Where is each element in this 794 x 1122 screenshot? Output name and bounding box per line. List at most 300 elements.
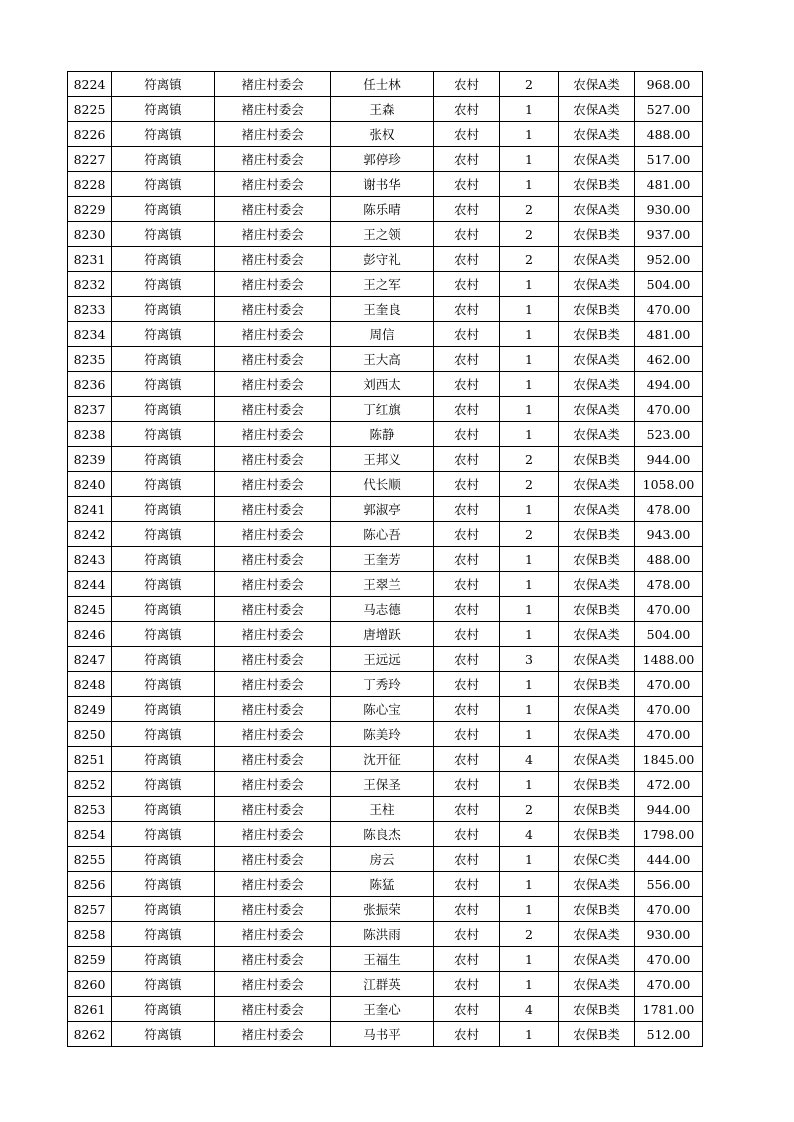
household-count-cell: 1 [500, 322, 559, 347]
amount-cell: 517.00 [635, 147, 703, 172]
town-cell: 符离镇 [112, 472, 215, 497]
table-row [68, 72, 703, 97]
village-committee-cell: 褚庄村委会 [215, 622, 331, 647]
household-count-cell: 2 [500, 797, 559, 822]
area-type-cell: 农村 [434, 547, 500, 572]
table-row [68, 922, 703, 947]
record-id-cell: 8257 [68, 897, 112, 922]
town-cell: 符离镇 [112, 997, 215, 1022]
table-row [68, 697, 703, 722]
household-count-cell: 1 [500, 597, 559, 622]
amount-cell: 444.00 [635, 847, 703, 872]
town-cell: 符离镇 [112, 1022, 215, 1047]
area-type-cell: 农村 [434, 872, 500, 897]
name-cell: 代长顺 [331, 472, 434, 497]
area-type-cell: 农村 [434, 672, 500, 697]
name-cell: 陈乐晴 [331, 197, 434, 222]
insurance-category-cell: 农保B类 [559, 322, 635, 347]
village-committee-cell: 褚庄村委会 [215, 722, 331, 747]
table-row [68, 497, 703, 522]
household-count-cell: 3 [500, 647, 559, 672]
table-row [68, 797, 703, 822]
table-row [68, 847, 703, 872]
table-row [68, 397, 703, 422]
town-cell: 符离镇 [112, 972, 215, 997]
household-count-cell: 1 [500, 847, 559, 872]
area-type-cell: 农村 [434, 997, 500, 1022]
household-count-cell: 1 [500, 1022, 559, 1047]
area-type-cell: 农村 [434, 897, 500, 922]
insurance-category-cell: 农保A类 [559, 372, 635, 397]
name-cell: 张权 [331, 122, 434, 147]
insurance-category-cell: 农保B类 [559, 547, 635, 572]
area-type-cell: 农村 [434, 222, 500, 247]
insurance-category-cell: 农保B类 [559, 297, 635, 322]
town-cell: 符离镇 [112, 222, 215, 247]
household-count-cell: 1 [500, 372, 559, 397]
record-id-cell: 8238 [68, 422, 112, 447]
table-row [68, 447, 703, 472]
town-cell: 符离镇 [112, 672, 215, 697]
town-cell: 符离镇 [112, 747, 215, 772]
town-cell: 符离镇 [112, 197, 215, 222]
area-type-cell: 农村 [434, 722, 500, 747]
amount-cell: 1798.00 [635, 822, 703, 847]
amount-cell: 470.00 [635, 722, 703, 747]
table-row [68, 672, 703, 697]
amount-cell: 1488.00 [635, 647, 703, 672]
town-cell: 符离镇 [112, 797, 215, 822]
insurance-category-cell: 农保A类 [559, 722, 635, 747]
record-id-cell: 8236 [68, 372, 112, 397]
village-committee-cell: 褚庄村委会 [215, 547, 331, 572]
area-type-cell: 农村 [434, 197, 500, 222]
table-row [68, 197, 703, 222]
record-id-cell: 8245 [68, 597, 112, 622]
benefit-records-table [67, 71, 703, 1047]
record-id-cell: 8258 [68, 922, 112, 947]
insurance-category-cell: 农保A类 [559, 397, 635, 422]
village-committee-cell: 褚庄村委会 [215, 822, 331, 847]
household-count-cell: 1 [500, 697, 559, 722]
household-count-cell: 1 [500, 497, 559, 522]
insurance-category-cell: 农保B类 [559, 597, 635, 622]
amount-cell: 1058.00 [635, 472, 703, 497]
amount-cell: 943.00 [635, 522, 703, 547]
village-committee-cell: 褚庄村委会 [215, 572, 331, 597]
insurance-category-cell: 农保A类 [559, 972, 635, 997]
table-row [68, 472, 703, 497]
town-cell: 符离镇 [112, 347, 215, 372]
record-id-cell: 8229 [68, 197, 112, 222]
village-committee-cell: 褚庄村委会 [215, 147, 331, 172]
household-count-cell: 2 [500, 247, 559, 272]
village-committee-cell: 褚庄村委会 [215, 672, 331, 697]
name-cell: 陈美玲 [331, 722, 434, 747]
table-row [68, 272, 703, 297]
village-committee-cell: 褚庄村委会 [215, 197, 331, 222]
name-cell: 陈心吾 [331, 522, 434, 547]
town-cell: 符离镇 [112, 272, 215, 297]
table-row [68, 1022, 703, 1047]
village-committee-cell: 褚庄村委会 [215, 872, 331, 897]
insurance-category-cell: 农保A类 [559, 872, 635, 897]
town-cell: 符离镇 [112, 622, 215, 647]
insurance-category-cell: 农保B类 [559, 797, 635, 822]
amount-cell: 523.00 [635, 422, 703, 447]
table-row [68, 97, 703, 122]
town-cell: 符离镇 [112, 697, 215, 722]
area-type-cell: 农村 [434, 397, 500, 422]
table-row [68, 222, 703, 247]
town-cell: 符离镇 [112, 72, 215, 97]
name-cell: 张振荣 [331, 897, 434, 922]
table-row [68, 372, 703, 397]
name-cell: 王翠兰 [331, 572, 434, 597]
town-cell: 符离镇 [112, 922, 215, 947]
record-id-cell: 8256 [68, 872, 112, 897]
area-type-cell: 农村 [434, 297, 500, 322]
record-id-cell: 8230 [68, 222, 112, 247]
household-count-cell: 1 [500, 422, 559, 447]
name-cell: 王森 [331, 97, 434, 122]
area-type-cell: 农村 [434, 947, 500, 972]
town-cell: 符离镇 [112, 772, 215, 797]
insurance-category-cell: 农保A类 [559, 272, 635, 297]
amount-cell: 470.00 [635, 697, 703, 722]
record-id-cell: 8233 [68, 297, 112, 322]
amount-cell: 952.00 [635, 247, 703, 272]
household-count-cell: 2 [500, 197, 559, 222]
household-count-cell: 4 [500, 747, 559, 772]
household-count-cell: 2 [500, 222, 559, 247]
village-committee-cell: 褚庄村委会 [215, 597, 331, 622]
record-id-cell: 8240 [68, 472, 112, 497]
insurance-category-cell: 农保A类 [559, 122, 635, 147]
village-committee-cell: 褚庄村委会 [215, 697, 331, 722]
table-body [68, 72, 703, 1047]
table-row [68, 422, 703, 447]
amount-cell: 470.00 [635, 297, 703, 322]
name-cell: 郭停珍 [331, 147, 434, 172]
insurance-category-cell: 农保B类 [559, 997, 635, 1022]
amount-cell: 504.00 [635, 272, 703, 297]
amount-cell: 488.00 [635, 547, 703, 572]
area-type-cell: 农村 [434, 447, 500, 472]
name-cell: 马志德 [331, 597, 434, 622]
village-committee-cell: 褚庄村委会 [215, 372, 331, 397]
insurance-category-cell: 农保A类 [559, 247, 635, 272]
amount-cell: 1781.00 [635, 997, 703, 1022]
area-type-cell: 农村 [434, 347, 500, 372]
amount-cell: 470.00 [635, 397, 703, 422]
amount-cell: 504.00 [635, 622, 703, 647]
town-cell: 符离镇 [112, 647, 215, 672]
insurance-category-cell: 农保A类 [559, 147, 635, 172]
name-cell: 王福生 [331, 947, 434, 972]
area-type-cell: 农村 [434, 147, 500, 172]
household-count-cell: 1 [500, 722, 559, 747]
village-committee-cell: 褚庄村委会 [215, 972, 331, 997]
table-row [68, 172, 703, 197]
village-committee-cell: 褚庄村委会 [215, 922, 331, 947]
town-cell: 符离镇 [112, 372, 215, 397]
insurance-category-cell: 农保B类 [559, 522, 635, 547]
area-type-cell: 农村 [434, 122, 500, 147]
village-committee-cell: 褚庄村委会 [215, 897, 331, 922]
village-committee-cell: 褚庄村委会 [215, 272, 331, 297]
town-cell: 符离镇 [112, 122, 215, 147]
record-id-cell: 8224 [68, 72, 112, 97]
insurance-category-cell: 农保C类 [559, 847, 635, 872]
insurance-category-cell: 农保A类 [559, 422, 635, 447]
village-committee-cell: 褚庄村委会 [215, 1022, 331, 1047]
town-cell: 符离镇 [112, 822, 215, 847]
name-cell: 王之军 [331, 272, 434, 297]
area-type-cell: 农村 [434, 1022, 500, 1047]
village-committee-cell: 褚庄村委会 [215, 422, 331, 447]
amount-cell: 481.00 [635, 172, 703, 197]
area-type-cell: 农村 [434, 922, 500, 947]
insurance-category-cell: 农保B类 [559, 222, 635, 247]
table-row [68, 947, 703, 972]
village-committee-cell: 褚庄村委会 [215, 122, 331, 147]
record-id-cell: 8231 [68, 247, 112, 272]
household-count-cell: 1 [500, 672, 559, 697]
name-cell: 房云 [331, 847, 434, 872]
area-type-cell: 农村 [434, 497, 500, 522]
household-count-cell: 1 [500, 547, 559, 572]
village-committee-cell: 褚庄村委会 [215, 747, 331, 772]
table-row [68, 147, 703, 172]
village-committee-cell: 褚庄村委会 [215, 397, 331, 422]
name-cell: 沈开征 [331, 747, 434, 772]
village-committee-cell: 褚庄村委会 [215, 247, 331, 272]
table-row [68, 622, 703, 647]
village-committee-cell: 褚庄村委会 [215, 797, 331, 822]
area-type-cell: 农村 [434, 422, 500, 447]
record-id-cell: 8261 [68, 997, 112, 1022]
town-cell: 符离镇 [112, 947, 215, 972]
record-id-cell: 8228 [68, 172, 112, 197]
table-row [68, 322, 703, 347]
record-id-cell: 8251 [68, 747, 112, 772]
town-cell: 符离镇 [112, 497, 215, 522]
area-type-cell: 农村 [434, 747, 500, 772]
table-row [68, 647, 703, 672]
name-cell: 陈良杰 [331, 822, 434, 847]
amount-cell: 470.00 [635, 972, 703, 997]
village-committee-cell: 褚庄村委会 [215, 647, 331, 672]
name-cell: 陈猛 [331, 872, 434, 897]
insurance-category-cell: 农保A类 [559, 922, 635, 947]
name-cell: 王奎心 [331, 997, 434, 1022]
record-id-cell: 8250 [68, 722, 112, 747]
insurance-category-cell: 农保A类 [559, 72, 635, 97]
town-cell: 符离镇 [112, 172, 215, 197]
record-id-cell: 8237 [68, 397, 112, 422]
village-committee-cell: 褚庄村委会 [215, 847, 331, 872]
amount-cell: 527.00 [635, 97, 703, 122]
area-type-cell: 农村 [434, 972, 500, 997]
record-id-cell: 8252 [68, 772, 112, 797]
household-count-cell: 1 [500, 772, 559, 797]
insurance-category-cell: 农保B类 [559, 772, 635, 797]
village-committee-cell: 褚庄村委会 [215, 447, 331, 472]
area-type-cell: 农村 [434, 772, 500, 797]
name-cell: 周信 [331, 322, 434, 347]
name-cell: 陈静 [331, 422, 434, 447]
name-cell: 王柱 [331, 797, 434, 822]
name-cell: 陈洪雨 [331, 922, 434, 947]
insurance-category-cell: 农保B类 [559, 447, 635, 472]
village-committee-cell: 褚庄村委会 [215, 222, 331, 247]
insurance-category-cell: 农保A类 [559, 697, 635, 722]
village-committee-cell: 褚庄村委会 [215, 322, 331, 347]
insurance-category-cell: 农保A类 [559, 197, 635, 222]
amount-cell: 512.00 [635, 1022, 703, 1047]
name-cell: 任士林 [331, 72, 434, 97]
household-count-cell: 1 [500, 572, 559, 597]
town-cell: 符离镇 [112, 147, 215, 172]
area-type-cell: 农村 [434, 522, 500, 547]
table-row [68, 997, 703, 1022]
name-cell: 郭淑亭 [331, 497, 434, 522]
household-count-cell: 2 [500, 522, 559, 547]
table-row [68, 772, 703, 797]
household-count-cell: 2 [500, 472, 559, 497]
town-cell: 符离镇 [112, 297, 215, 322]
village-committee-cell: 褚庄村委会 [215, 522, 331, 547]
table-row [68, 247, 703, 272]
record-id-cell: 8232 [68, 272, 112, 297]
insurance-category-cell: 农保B类 [559, 672, 635, 697]
amount-cell: 472.00 [635, 772, 703, 797]
table-row [68, 122, 703, 147]
name-cell: 谢书华 [331, 172, 434, 197]
amount-cell: 944.00 [635, 447, 703, 472]
record-id-cell: 8260 [68, 972, 112, 997]
name-cell: 彭守礼 [331, 247, 434, 272]
insurance-category-cell: 农保A类 [559, 622, 635, 647]
record-id-cell: 8255 [68, 847, 112, 872]
amount-cell: 494.00 [635, 372, 703, 397]
record-id-cell: 8253 [68, 797, 112, 822]
amount-cell: 478.00 [635, 572, 703, 597]
village-committee-cell: 褚庄村委会 [215, 472, 331, 497]
household-count-cell: 1 [500, 622, 559, 647]
insurance-category-cell: 农保B类 [559, 822, 635, 847]
record-id-cell: 8235 [68, 347, 112, 372]
town-cell: 符离镇 [112, 572, 215, 597]
town-cell: 符离镇 [112, 547, 215, 572]
name-cell: 王远远 [331, 647, 434, 672]
household-count-cell: 1 [500, 172, 559, 197]
table-row [68, 722, 703, 747]
area-type-cell: 农村 [434, 272, 500, 297]
amount-cell: 1845.00 [635, 747, 703, 772]
town-cell: 符离镇 [112, 522, 215, 547]
area-type-cell: 农村 [434, 572, 500, 597]
table-row [68, 522, 703, 547]
table-row [68, 872, 703, 897]
insurance-category-cell: 农保B类 [559, 1022, 635, 1047]
town-cell: 符离镇 [112, 447, 215, 472]
household-count-cell: 1 [500, 297, 559, 322]
town-cell: 符离镇 [112, 397, 215, 422]
record-id-cell: 8234 [68, 322, 112, 347]
area-type-cell: 农村 [434, 697, 500, 722]
table-row [68, 897, 703, 922]
household-count-cell: 1 [500, 122, 559, 147]
record-id-cell: 8262 [68, 1022, 112, 1047]
amount-cell: 470.00 [635, 672, 703, 697]
household-count-cell: 1 [500, 347, 559, 372]
name-cell: 王奎芳 [331, 547, 434, 572]
household-count-cell: 1 [500, 872, 559, 897]
name-cell: 马书平 [331, 1022, 434, 1047]
area-type-cell: 农村 [434, 622, 500, 647]
amount-cell: 478.00 [635, 497, 703, 522]
area-type-cell: 农村 [434, 72, 500, 97]
household-count-cell: 4 [500, 997, 559, 1022]
record-id-cell: 8246 [68, 622, 112, 647]
name-cell: 唐增跃 [331, 622, 434, 647]
area-type-cell: 农村 [434, 822, 500, 847]
village-committee-cell: 褚庄村委会 [215, 997, 331, 1022]
table-row [68, 547, 703, 572]
household-count-cell: 2 [500, 922, 559, 947]
town-cell: 符离镇 [112, 97, 215, 122]
town-cell: 符离镇 [112, 847, 215, 872]
insurance-category-cell: 农保B类 [559, 172, 635, 197]
area-type-cell: 农村 [434, 847, 500, 872]
amount-cell: 944.00 [635, 797, 703, 822]
household-count-cell: 4 [500, 822, 559, 847]
insurance-category-cell: 农保A类 [559, 572, 635, 597]
record-id-cell: 8249 [68, 697, 112, 722]
record-id-cell: 8227 [68, 147, 112, 172]
village-committee-cell: 褚庄村委会 [215, 72, 331, 97]
amount-cell: 481.00 [635, 322, 703, 347]
insurance-category-cell: 农保A类 [559, 497, 635, 522]
household-count-cell: 1 [500, 397, 559, 422]
area-type-cell: 农村 [434, 647, 500, 672]
insurance-category-cell: 农保A类 [559, 747, 635, 772]
household-count-cell: 1 [500, 972, 559, 997]
name-cell: 陈心宝 [331, 697, 434, 722]
amount-cell: 462.00 [635, 347, 703, 372]
household-count-cell: 1 [500, 272, 559, 297]
household-count-cell: 1 [500, 147, 559, 172]
name-cell: 丁秀玲 [331, 672, 434, 697]
town-cell: 符离镇 [112, 247, 215, 272]
record-id-cell: 8254 [68, 822, 112, 847]
record-id-cell: 8226 [68, 122, 112, 147]
insurance-category-cell: 农保A类 [559, 97, 635, 122]
amount-cell: 488.00 [635, 122, 703, 147]
record-id-cell: 8241 [68, 497, 112, 522]
area-type-cell: 农村 [434, 797, 500, 822]
area-type-cell: 农村 [434, 247, 500, 272]
town-cell: 符离镇 [112, 872, 215, 897]
insurance-category-cell: 农保A类 [559, 472, 635, 497]
amount-cell: 556.00 [635, 872, 703, 897]
town-cell: 符离镇 [112, 897, 215, 922]
table-row [68, 597, 703, 622]
record-id-cell: 8248 [68, 672, 112, 697]
town-cell: 符离镇 [112, 722, 215, 747]
